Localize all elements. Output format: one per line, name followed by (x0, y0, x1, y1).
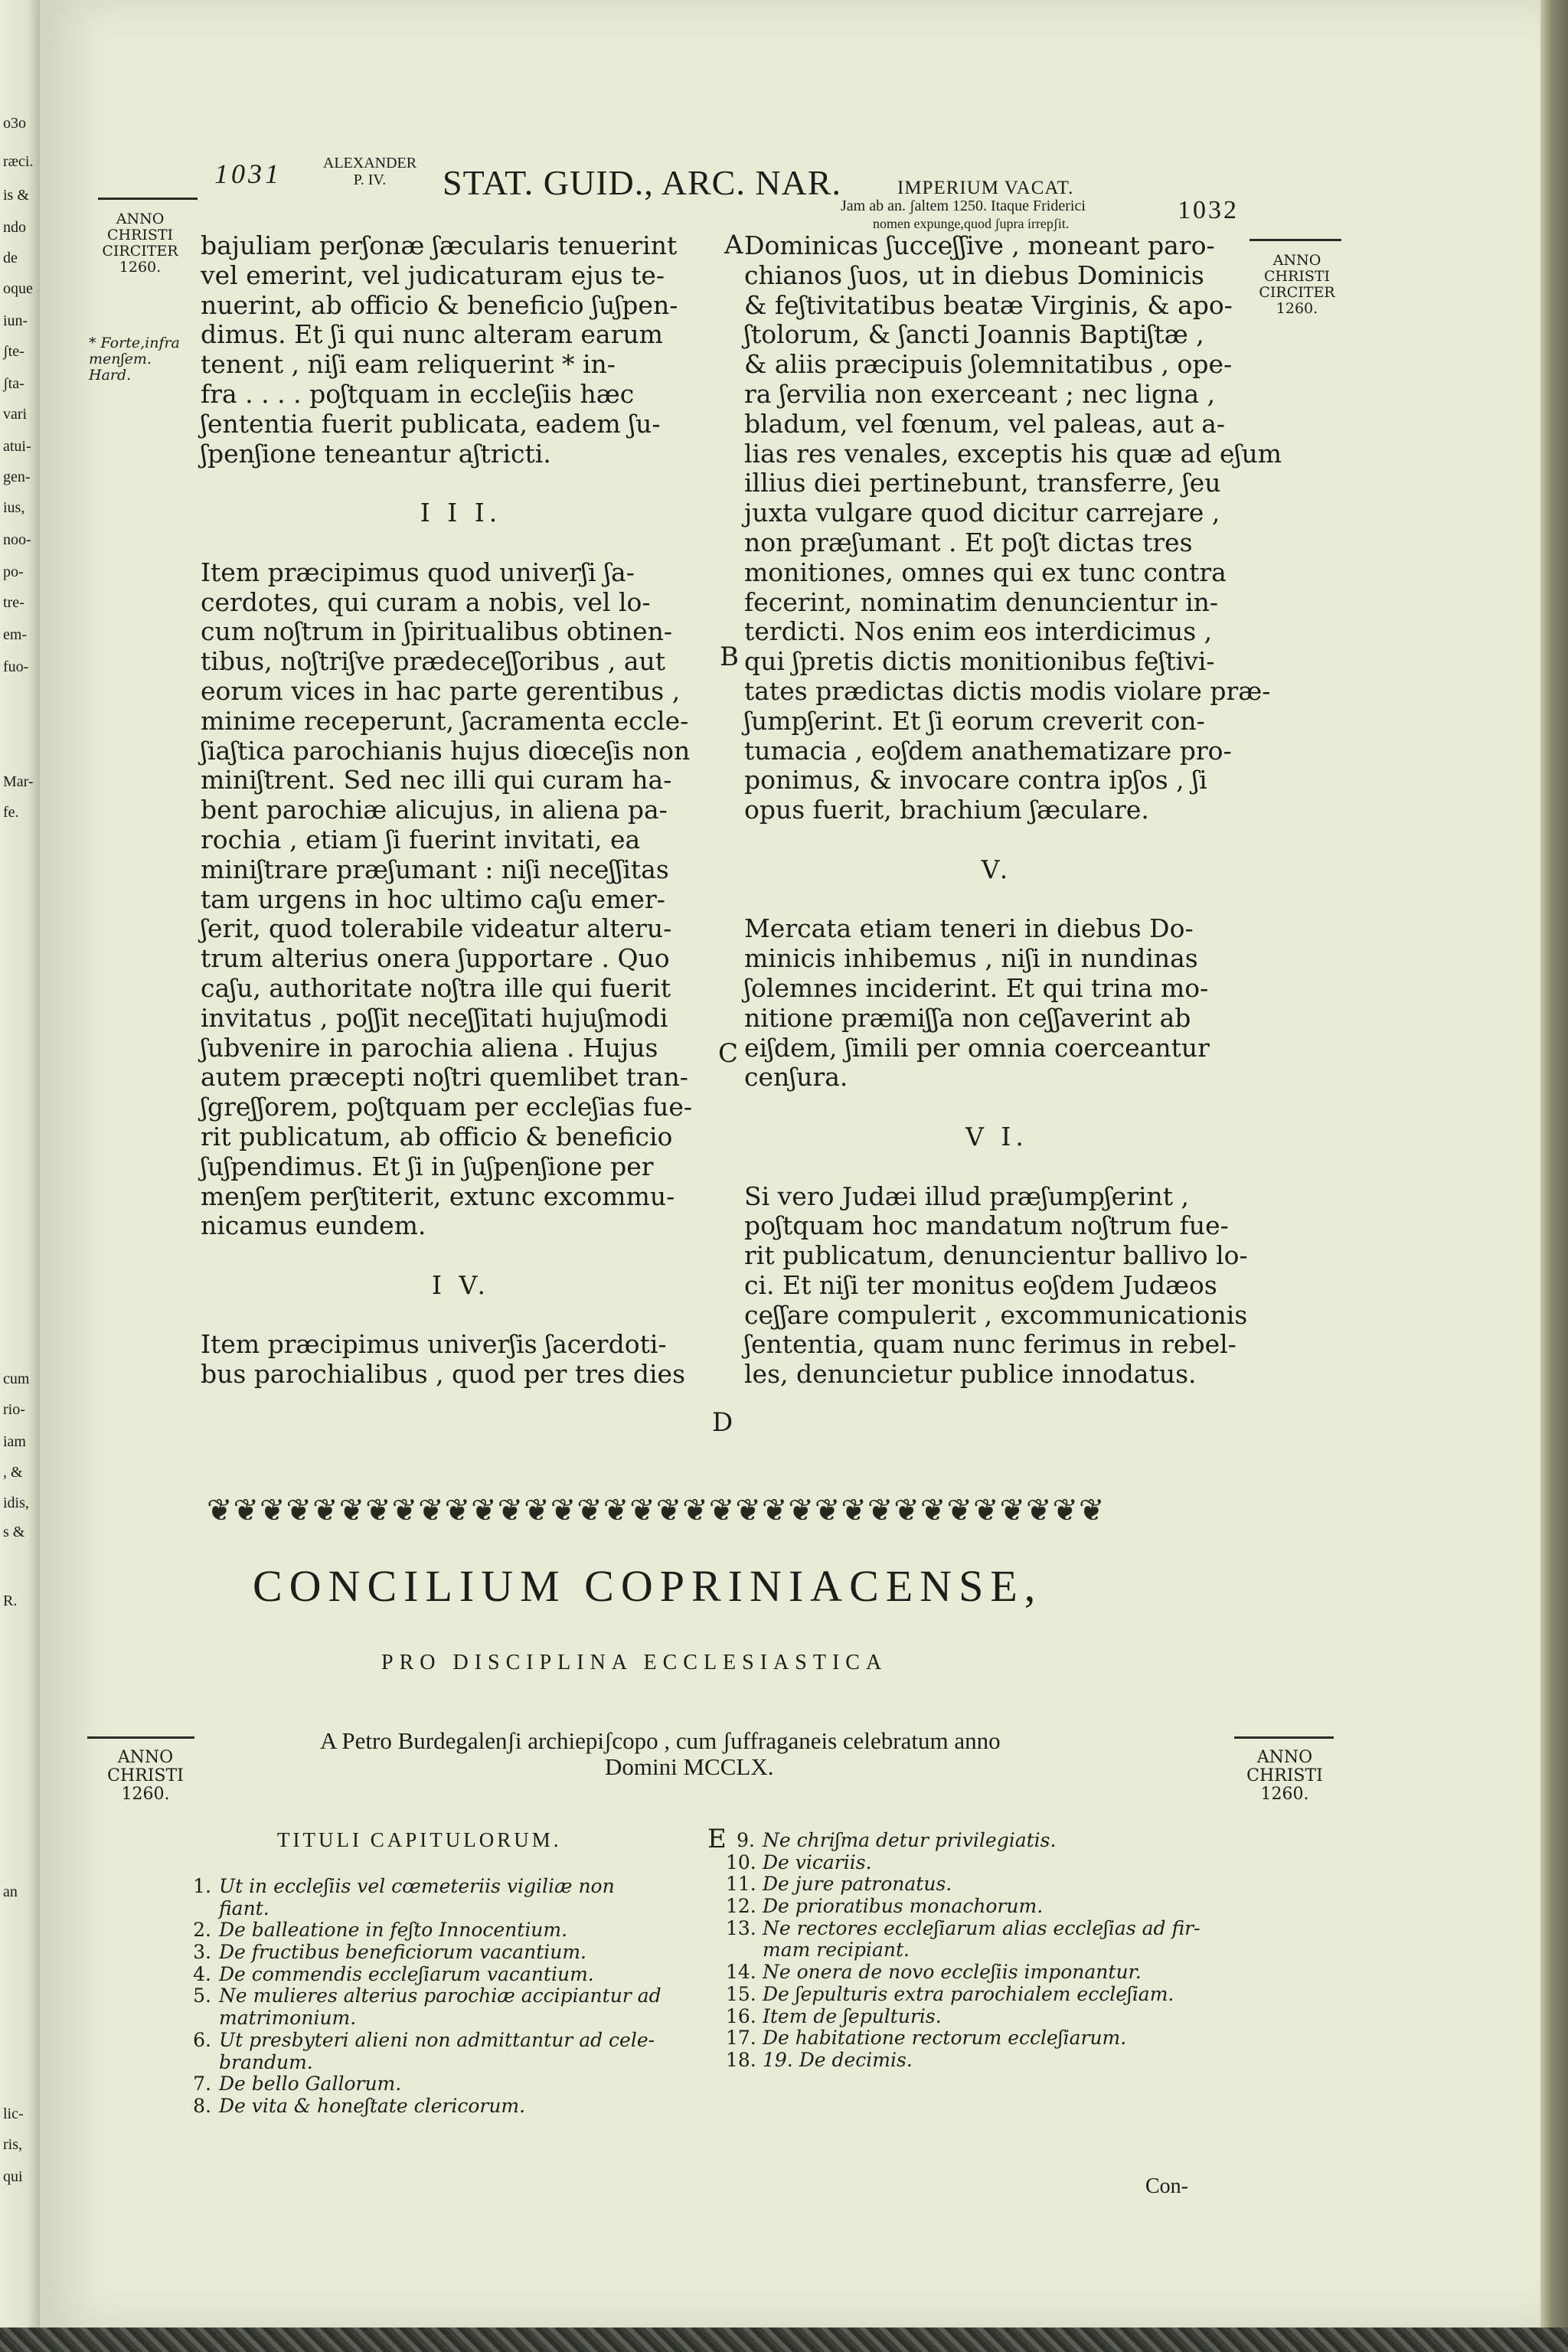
toc-item-title: De jure patronatus. (763, 1873, 952, 1896)
previous-page-fragment: qui (3, 2168, 23, 2185)
page-number-left: 1031 (214, 158, 282, 189)
council-title: CONCILIUM COPRINIACENSE, (253, 1561, 1043, 1611)
text-line: miniʃtrent. Sed nec illi qui curam ha- (201, 765, 672, 795)
text-line: ʃerit, quod tolerabile videatur alteru- (201, 913, 672, 944)
pope-number: P. IV. (353, 172, 387, 188)
previous-page-fragment: is & (3, 187, 29, 204)
text-line: ponimus, & invocare contra ipʃos , ʃi (744, 765, 1207, 795)
toc-item-title: De vita & honeʃtate clericorum. (219, 2094, 526, 2117)
running-head-imperium: IMPERIUM VACAT. (897, 178, 1074, 198)
right-column (744, 230, 1282, 1390)
toc-item-title: Ne rectores eccleʃiarum alias eccleʃias ad fir- (763, 1916, 1200, 1939)
toc-item (182, 2052, 710, 2074)
text-line: Item præcipimus quod univerʃi ʃa- (201, 557, 635, 587)
previous-page-fragment: noo- (3, 531, 31, 548)
previous-page-fragment: ius, (3, 499, 25, 516)
toc-item-title: mam recipiant. (763, 1939, 910, 1962)
section-heading: I I I. (420, 498, 502, 528)
toc-item-number: 8. (193, 2094, 211, 2117)
text-line: bajuliam perʃonæ ʃæcularis tenuerint (201, 230, 678, 260)
text-line: & aliis præcipuis ʃolemnitatibus , ope- (744, 349, 1233, 380)
text-line: rit publicatum, denuncientur ballivo lo- (744, 1240, 1248, 1271)
background-cloth (0, 2328, 1568, 2352)
text-line: poʃtquam hoc mandatum noʃtrum fue- (744, 1210, 1229, 1241)
text-line: tam urgens in hoc ultimo caʃu emer- (201, 884, 665, 914)
toc-item-number: 16. (726, 2004, 756, 2027)
toc-item (182, 1898, 710, 1920)
text-line: bus parochialibus , quod per tres dies (201, 1359, 686, 1390)
toc-item-number: 13. (726, 1916, 756, 1939)
toc-item-number: 11. (726, 1873, 756, 1896)
marker-c: C (718, 1038, 739, 1069)
catchword: Con- (1145, 2174, 1188, 2198)
margin-anno-left: ANNO CHRISTI CIRCITER 1260. (102, 211, 178, 276)
toc-item-title: Ne mulieres alterius parochiæ accipiantur ad (219, 1984, 662, 2007)
toc-item (726, 2006, 1246, 2028)
toc-item-title: matrimonium. (219, 2007, 357, 2030)
text-line: qui ʃpretis dictis monitionibus feʃtivi- (744, 646, 1215, 677)
imperium-note-1: Jam ab an. ʃaltem 1250. Itaque Friderici (841, 198, 1086, 214)
previous-page-fragment: , & (3, 1464, 23, 1481)
toc-item-number: 10. (726, 1851, 756, 1873)
rule-council-left (87, 1736, 194, 1739)
toc-item (726, 1918, 1246, 1940)
text-line: ʃtolorum, & ʃancti Joannis Baptiʃtæ , (744, 319, 1204, 350)
text-line: eiʃdem, ʃimili per omnia coerceantur (744, 1032, 1210, 1063)
running-head-pope (305, 155, 435, 188)
toc-item (726, 1896, 1246, 1918)
toc-item-number: 4. (193, 1962, 211, 1985)
council-description-1: A Petro Burdegalenʃi archiepiʃcopo , cum ʃuffraganeis celebratum anno (320, 1727, 1001, 1754)
text-line: dimus. Et ʃi qui nunc alteram earum (201, 319, 663, 350)
toc-item-title: De vicariis. (763, 1851, 872, 1873)
text-line: Item præcipimus univerʃis ʃacerdoti- (201, 1329, 667, 1360)
previous-page-fragment: idis, (3, 1494, 29, 1511)
toc-item-title: De balleatione in feʃto Innocentium. (219, 1919, 568, 1942)
text-line: nicamus eundem. (201, 1210, 426, 1241)
text-line: chianos ʃuos, ut in diebus Dominicis (744, 260, 1204, 290)
text-line: illius diei pertinebunt, transferre, ʃeu (744, 468, 1221, 498)
previous-page-fragment: de (3, 250, 18, 266)
toc-item (726, 2027, 1246, 2050)
text-line: ʃpenʃione teneantur aʃtricti. (201, 438, 551, 469)
text-line: caʃu, authoritate noʃtra ille qui fuerit (201, 972, 671, 1003)
text-line: ceʃʃare compulerit , excommunicationis (744, 1299, 1248, 1330)
toc-item-number: 3. (193, 1941, 211, 1964)
text-line: cenʃura. (744, 1062, 848, 1093)
toc-item (726, 2050, 1246, 2072)
left-column (201, 231, 721, 1390)
toc-item-title: De habitatione rectorum eccleʃiarum. (763, 2027, 1127, 2050)
toc-item (726, 1852, 1246, 1874)
text-line: minicis inhibemus , niʃi in nundinas (744, 943, 1198, 974)
text-line: invitatus , poʃʃit neceʃʃitati hujuʃmodi (201, 1002, 668, 1033)
previous-page-fragment: fe. (3, 804, 19, 821)
margin-footnote: * Forte,infra menʃem. Hard. (89, 335, 180, 384)
text-line: autem præcepti noʃtri quemlibet tran- (201, 1062, 688, 1093)
text-line: trum alterius onera ʃupportare . Quo (201, 943, 670, 974)
previous-page-fragment: ndo (3, 219, 26, 236)
toc-item (726, 1830, 1246, 1852)
text-line: cerdotes, qui curam a nobis, vel lo- (201, 586, 651, 617)
text-line: ʃgreʃʃorem, poʃtquam per eccleʃias fue- (201, 1092, 693, 1122)
toc-item-title: De ʃepulturis extra parochialem eccleʃiam. (763, 1982, 1174, 2005)
section-heading: V. (981, 854, 1013, 884)
text-line: miniʃtrare præʃumant : niʃi neceʃʃitas (201, 854, 669, 884)
council-description-2: Domini MCCLX. (605, 1753, 774, 1780)
toc-right-list (726, 1830, 1246, 2072)
toc-item-number: 14. (726, 1961, 756, 1984)
toc-item (726, 1939, 1246, 1962)
text-line: tenent , niʃi eam reliquerint * in- (201, 349, 616, 380)
section-heading: I V. (431, 1269, 491, 1300)
text-line: nitione præmiʃʃa non ceʃʃaverint ab (744, 1002, 1191, 1033)
pope-name: ALEXANDER (322, 155, 417, 172)
previous-page-fragment: fuo- (3, 658, 29, 675)
text-line: minime receperunt, ʃacramenta eccle- (201, 705, 689, 736)
previous-page-fragment: vari (3, 406, 28, 423)
text-line: nuerint, ab officio & beneficio ʃuʃpen- (201, 289, 678, 320)
text-line: Si vero Judæi illud præʃumpʃerint , (744, 1181, 1190, 1211)
toc-item-title: Ut presbyteri alieni non admittantur ad cele- (219, 2028, 655, 2051)
toc-item-number: 18. (726, 2048, 756, 2071)
previous-page-fragment: s & (3, 1524, 25, 1540)
toc-item-title: fiant. (219, 1896, 270, 1919)
toc-item (182, 1942, 710, 1964)
text-line (744, 1093, 1250, 1122)
text-line: fra . . . . poʃtquam in eccleʃiis hæc (201, 378, 635, 409)
margin-anno-right: ANNO CHRISTI CIRCITER 1260. (1259, 252, 1335, 317)
toc-item-number: 5. (193, 1984, 211, 2007)
text-line (744, 885, 1250, 915)
previous-page-fragment: ræci. (3, 153, 34, 170)
margin-council-right: ANNO CHRISTI 1260. (1246, 1748, 1323, 1804)
previous-page-fragment: lic- (3, 2105, 24, 2122)
toc-item (726, 1984, 1246, 2006)
toc-item-number: 2. (193, 1919, 211, 1942)
toc-item-title: De commendis eccleʃiarum vacantium. (219, 1962, 594, 1985)
text-line: ra ʃervilia non exerceant ; nec ligna , (744, 378, 1216, 409)
text-line: monitiones, omnes qui ex tunc contra (744, 557, 1227, 587)
page-number-right: 1032 (1178, 196, 1239, 224)
text-line: ʃententia fuerit publicata, eadem ʃu- (201, 408, 661, 439)
toc-heading: TITULI CAPITULORUM. (277, 1828, 562, 1851)
toc-item (726, 1962, 1246, 1984)
toc-item (182, 2073, 710, 2096)
text-line: rit publicatum, ab officio & beneficio (201, 1121, 673, 1152)
toc-item-title: brandum. (219, 2050, 313, 2073)
toc-item (182, 1964, 710, 1986)
text-line: ʃumpʃerint. Et ʃi eorum creverit con- (744, 705, 1205, 736)
previous-page-fragment: em- (3, 626, 28, 643)
toc-item (182, 1876, 710, 1898)
imperium-note-2: nomen expunge,quod ʃupra irrepʃit. (873, 216, 1070, 231)
toc-item-number: 1. (193, 1875, 211, 1897)
previous-page-fragment: atui- (3, 438, 31, 455)
text-line: ʃubvenire in parochia aliena . Hujus (201, 1032, 658, 1063)
toc-item-title: Ne chriʃma detur privilegiatis. (763, 1829, 1057, 1851)
text-line: & feʃtivitatibus beatæ Virginis, & apo- (744, 289, 1233, 320)
section-heading: V I. (965, 1121, 1028, 1152)
toc-item-title: Ne onera de novo eccleʃiis imponantur. (763, 1961, 1142, 1984)
text-line: ʃuʃpendimus. Et ʃi in ʃuʃpenʃione per (201, 1151, 654, 1181)
rule-left-top (98, 198, 198, 200)
text-line: tumacia , eoʃdem anathematizare pro- (744, 735, 1232, 766)
marker-d: D (712, 1407, 733, 1438)
council-subtitle: PRO DISCIPLINA ECCLESIASTICA (381, 1651, 888, 1674)
running-head-title: STAT. GUID., ARC. NAR. (443, 163, 841, 202)
text-line: rochia , etiam ʃi fuerint invitati, ea (201, 824, 641, 854)
toc-item (182, 1985, 710, 2007)
text-line: tates prædictas dictis modis violare præ- (744, 675, 1271, 706)
previous-page-fragment: cum (3, 1370, 30, 1387)
text-line: Mercata etiam teneri in diebus Do- (744, 913, 1194, 944)
marker-b: B (720, 642, 739, 672)
previous-page-fragment: R. (3, 1592, 18, 1609)
toc-item-title: Item de ʃepulturis. (763, 2004, 942, 2027)
toc-item-title: 19. De decimis. (763, 2048, 913, 2071)
text-line: les, denuncietur publice innodatus. (744, 1359, 1197, 1390)
text-line: ʃolemnes inciderint. Et qui trina mo- (744, 972, 1209, 1003)
toc-item (182, 2030, 710, 2052)
marker-e: E (707, 1824, 727, 1854)
text-line (744, 825, 1250, 855)
text-line: terdicti. Nos enim eos interdicimus , (744, 616, 1213, 647)
text-line: Dominicas ʃucceʃʃive , moneant paro- (744, 230, 1215, 260)
text-line: vel emerint, vel judicaturam ejus te- (201, 260, 665, 290)
toc-item-title: Ut in eccleʃiis vel cœmeteriis vigiliæ non (219, 1875, 615, 1897)
toc-item-number: 17. (726, 2027, 756, 2050)
previous-page-fragment: iun- (3, 312, 28, 329)
text-line: ʃententia, quam nunc ferimus in rebel- (744, 1329, 1236, 1360)
rule-right-top (1250, 239, 1341, 241)
text-line (201, 1241, 721, 1271)
toc-item-title: De bello Gallorum. (219, 2073, 402, 2096)
ornament-band: ❦❦❦❦❦❦❦❦❦❦❦❦❦❦❦❦❦❦❦❦❦❦❦❦❦❦❦❦❦❦❦❦❦❦ (207, 1493, 1106, 1528)
previous-page-fragment: gen- (3, 469, 31, 485)
text-line: ʃiaʃtica parochianis hujus diœceʃis non (201, 735, 691, 766)
previous-page-fragment: ʃte- (3, 343, 24, 360)
toc-item (182, 2096, 710, 2118)
text-line: opus fuerit, brachium ʃæculare. (744, 795, 1149, 825)
text-line: tibus, noʃtriʃve prædeceʃʃoribus , aut (201, 646, 666, 677)
toc-left-list (182, 1876, 710, 2118)
text-line: menʃem perʃtiterit, extunc excommu- (201, 1181, 675, 1211)
toc-item (182, 1919, 710, 1942)
text-line (201, 528, 721, 558)
previous-page-fragments (0, 0, 40, 2352)
margin-council-left: ANNO CHRISTI 1260. (107, 1748, 184, 1804)
text-line: non præʃumant . Et poʃt dictas tres (744, 527, 1193, 557)
previous-page-fragment: o3o (3, 115, 26, 132)
toc-item-number: 9. (737, 1829, 755, 1851)
text-line: bladum, vel fœnum, vel paleas, aut a- (744, 408, 1226, 439)
text-line (201, 469, 721, 498)
text-line: fecerint, nominatim denuncientur in- (744, 586, 1219, 617)
text-line: eorum vices in hac parte gerentibus , (201, 675, 681, 706)
toc-item-number: 15. (726, 1982, 756, 2005)
previous-page-fragment: tre- (3, 594, 24, 611)
text-line: bent parochiæ alicujus, in aliena pa- (201, 795, 668, 825)
text-line (744, 1152, 1250, 1182)
rule-council-right (1234, 1736, 1334, 1739)
previous-page-fragment: rio- (3, 1401, 25, 1418)
toc-item-number: 7. (193, 2073, 211, 2096)
toc-item-title: De prioratibus monachorum. (763, 1895, 1044, 1918)
previous-page-fragment: an (3, 1883, 18, 1900)
toc-item-title: De fructibus beneficiorum vacantium. (219, 1941, 586, 1964)
page-stack-edge (1540, 0, 1568, 2352)
previous-page-fragment: oque (3, 280, 33, 297)
previous-page-fragment: po- (3, 564, 24, 580)
toc-item-number: 12. (726, 1895, 756, 1918)
previous-page-fragment: ʃta- (3, 375, 24, 392)
toc-item-number: 6. (193, 2028, 211, 2051)
previous-page-fragment: Mar- (3, 773, 34, 790)
toc-item (182, 2007, 710, 2030)
text-line: lias res venales, exceptis his quæ ad eʃum (744, 438, 1282, 469)
text-line: juxta vulgare quod dicitur carrejare , (744, 498, 1220, 528)
previous-page-fragment: ris, (3, 2136, 22, 2153)
previous-page-fragment: iam (3, 1433, 26, 1450)
marker-a: A (724, 230, 743, 260)
text-line: ci. Et niʃi ter monitus eoʃdem Judæos (744, 1269, 1217, 1300)
text-line (201, 1301, 721, 1331)
toc-item (726, 1873, 1246, 1896)
text-line: cum noʃtrum in ʃpiritualibus obtinen- (201, 616, 673, 647)
